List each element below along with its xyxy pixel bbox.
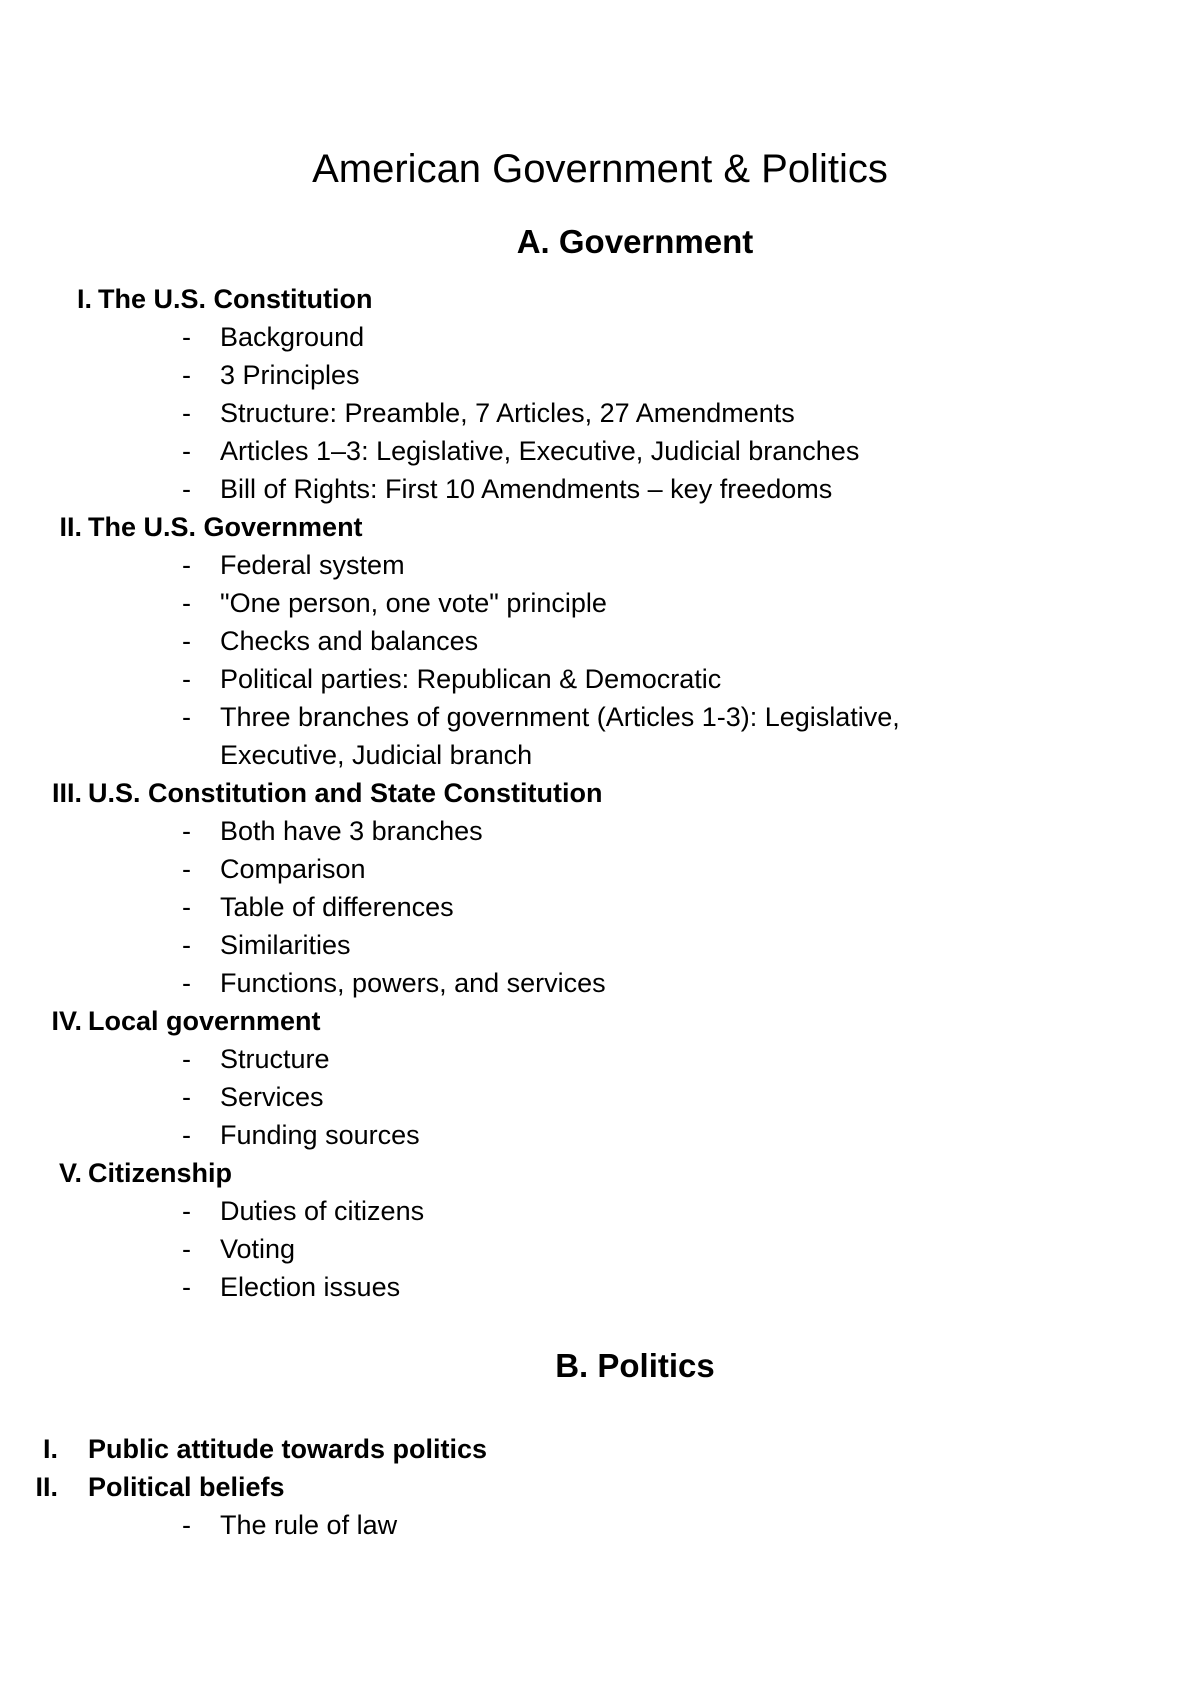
bullet-dash: - bbox=[182, 360, 191, 390]
bullet-item bbox=[0, 1192, 1200, 1230]
section-heading: B. Politics bbox=[555, 1347, 715, 1384]
bullet-item bbox=[0, 356, 1200, 394]
bullet-dash: - bbox=[182, 626, 191, 656]
bullet-text: Background bbox=[220, 322, 365, 352]
outline-item bbox=[0, 1002, 1200, 1040]
outline-item bbox=[0, 1430, 1200, 1468]
bullet-dash: - bbox=[182, 1044, 191, 1074]
item-numeral: I. bbox=[76, 284, 92, 314]
bullet-dash: - bbox=[182, 1120, 191, 1150]
bullet-item bbox=[0, 622, 1200, 660]
bullet-dash: - bbox=[182, 664, 191, 694]
bullet-item bbox=[0, 660, 1200, 698]
bullet-dash: - bbox=[182, 816, 191, 846]
item-title: The U.S. Constitution bbox=[98, 284, 373, 314]
bullet-text: Three branches of government (Articles 1-3): Legislative, Executive, Judicial branch bbox=[220, 702, 900, 770]
bullet-dash: - bbox=[182, 1082, 191, 1112]
bullet-item bbox=[0, 394, 1200, 432]
bullet-item bbox=[0, 964, 1200, 1002]
bullet-text: Functions, powers, and services bbox=[220, 968, 606, 998]
bullet-dash: - bbox=[182, 398, 191, 428]
bullet-item bbox=[0, 926, 1200, 964]
bullet-text: Table of differences bbox=[220, 892, 454, 922]
item-title: U.S. Constitution and State Constitution bbox=[88, 778, 603, 808]
bullet-text: Services bbox=[220, 1082, 324, 1112]
bullet-item bbox=[0, 1506, 1200, 1544]
bullet-item bbox=[0, 546, 1200, 584]
outline-item bbox=[0, 508, 1200, 546]
item-numeral: II. bbox=[35, 1472, 58, 1502]
bullet-text: Structure: Preamble, 7 Articles, 27 Amendments bbox=[220, 398, 795, 428]
outline-item bbox=[0, 280, 1200, 318]
bullet-item bbox=[0, 1268, 1200, 1306]
bullet-dash: - bbox=[182, 968, 191, 998]
bullet-text: Articles 1–3: Legislative, Executive, Judicial branches bbox=[220, 436, 860, 466]
document-title: American Government & Politics bbox=[312, 147, 888, 191]
bullet-dash: - bbox=[182, 436, 191, 466]
item-numeral: IV. bbox=[51, 1006, 82, 1036]
bullet-dash: - bbox=[182, 930, 191, 960]
bullet-text: "One person, one vote" principle bbox=[220, 588, 607, 618]
item-numeral: V. bbox=[58, 1158, 82, 1188]
bullet-dash: - bbox=[182, 588, 191, 618]
bullet-dash: - bbox=[182, 854, 191, 884]
bullet-text: The rule of law bbox=[220, 1510, 398, 1540]
item-title: Citizenship bbox=[88, 1158, 233, 1188]
bullet-text: Comparison bbox=[220, 854, 366, 884]
bullet-text: Political parties: Republican & Democratic bbox=[220, 664, 722, 694]
bullet-text: 3 Principles bbox=[220, 360, 360, 390]
bullet-dash: - bbox=[182, 322, 191, 352]
bullet-dash: - bbox=[182, 1196, 191, 1226]
bullet-item bbox=[0, 888, 1200, 926]
bullet-dash: - bbox=[182, 892, 191, 922]
bullet-text: Checks and balances bbox=[220, 626, 479, 656]
item-title: Political beliefs bbox=[88, 1472, 285, 1502]
bullet-text: Election issues bbox=[220, 1272, 401, 1302]
bullet-item bbox=[0, 1040, 1200, 1078]
bullet-item bbox=[0, 698, 1200, 774]
outline-item bbox=[0, 774, 1200, 812]
item-numeral: II. bbox=[59, 512, 82, 542]
bullet-dash: - bbox=[182, 702, 191, 732]
bullet-text: Bill of Rights: First 10 Amendments – key freedoms bbox=[220, 474, 833, 504]
bullet-dash: - bbox=[182, 1510, 191, 1540]
bullet-item bbox=[0, 1116, 1200, 1154]
bullet-item bbox=[0, 850, 1200, 888]
item-title: Public attitude towards politics bbox=[88, 1434, 488, 1464]
bullet-text: Both have 3 branches bbox=[220, 816, 483, 846]
bullet-item bbox=[0, 812, 1200, 850]
bullet-dash: - bbox=[182, 474, 191, 504]
bullet-item bbox=[0, 1078, 1200, 1116]
section-heading: A. Government bbox=[516, 223, 754, 260]
bullet-dash: - bbox=[182, 1234, 191, 1264]
outline-item bbox=[0, 1468, 1200, 1506]
item-numeral: III. bbox=[51, 778, 82, 808]
bullet-item bbox=[0, 1230, 1200, 1268]
bullet-dash: - bbox=[182, 1272, 191, 1302]
bullet-text: Duties of citizens bbox=[220, 1196, 425, 1226]
bullet-item bbox=[0, 432, 1200, 470]
bullet-text: Similarities bbox=[220, 930, 351, 960]
outline-item bbox=[0, 1154, 1200, 1192]
bullet-text: Federal system bbox=[220, 550, 405, 580]
bullet-text: Structure bbox=[220, 1044, 330, 1074]
item-numeral: I. bbox=[42, 1434, 58, 1464]
bullet-text: Voting bbox=[220, 1234, 296, 1264]
bullet-item bbox=[0, 584, 1200, 622]
bullet-dash: - bbox=[182, 550, 191, 580]
bullet-text: Funding sources bbox=[220, 1120, 420, 1150]
item-title: Local government bbox=[88, 1006, 321, 1036]
item-title: The U.S. Government bbox=[88, 512, 363, 542]
bullet-item bbox=[0, 470, 1200, 508]
bullet-item bbox=[0, 318, 1200, 356]
